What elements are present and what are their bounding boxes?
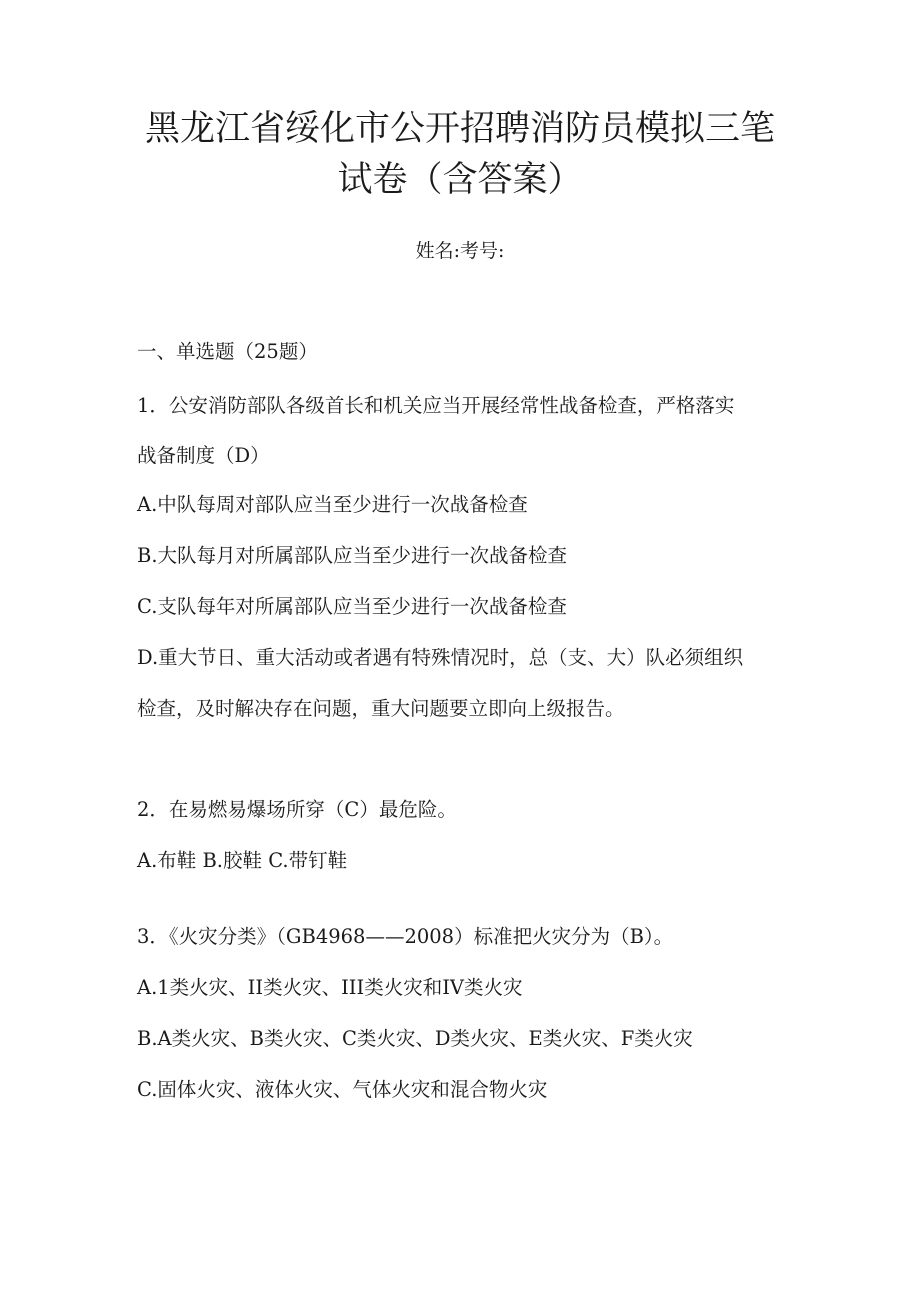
- question-1-option-d-line-2: 检查，及时解决存在问题，重大问题要立即向上级报告。: [137, 697, 625, 720]
- question-1-option-a: A.中队每周对部队应当至少进行一次战备检查: [137, 493, 528, 516]
- name-exam-number-line: 姓名:考号:: [415, 240, 505, 262]
- question-3-option-c: C.固体火灾、液体火灾、气体火灾和混合物火灾: [137, 1078, 548, 1101]
- question-3-stem: 3．《火灾分类》（GB4968——2008）标准把火灾分为（B）。: [137, 925, 674, 948]
- question-3-option-b: B.A类火灾、B类火灾、C类火灾、D类火灾、E类火灾、F类火灾: [137, 1027, 693, 1050]
- question-1-option-d-line-1: D.重大节日、重大活动或者遇有特殊情况时，总（支、大）队必须组织: [137, 646, 744, 669]
- question-2-options: A.布鞋 B.胶鞋 C.带钉鞋: [137, 849, 348, 872]
- question-1-option-b: B.大队每月对所属部队应当至少进行一次战备检查: [137, 544, 568, 567]
- question-1-stem-line-1: 1．公安消防部队各级首长和机关应当开展经常性战备检查，严格落实: [137, 394, 735, 417]
- question-3-option-a: A.1类火灾、II类火灾、III类火灾和IV类火灾: [137, 976, 523, 999]
- question-2-stem: 2．在易燃易爆场所穿（C）最危险。: [137, 798, 457, 821]
- document-title-line-1: 黑龙江省绥化市公开招聘消防员模拟三笔: [144, 109, 775, 149]
- document-title-line-2: 试卷（含答案）: [337, 160, 583, 200]
- question-1-option-c: C.支队每年对所属部队应当至少进行一次战备检查: [137, 595, 567, 618]
- question-1-stem-line-2: 战备制度（D）: [137, 444, 270, 467]
- section-heading: 一、单选题（25题）: [137, 340, 318, 363]
